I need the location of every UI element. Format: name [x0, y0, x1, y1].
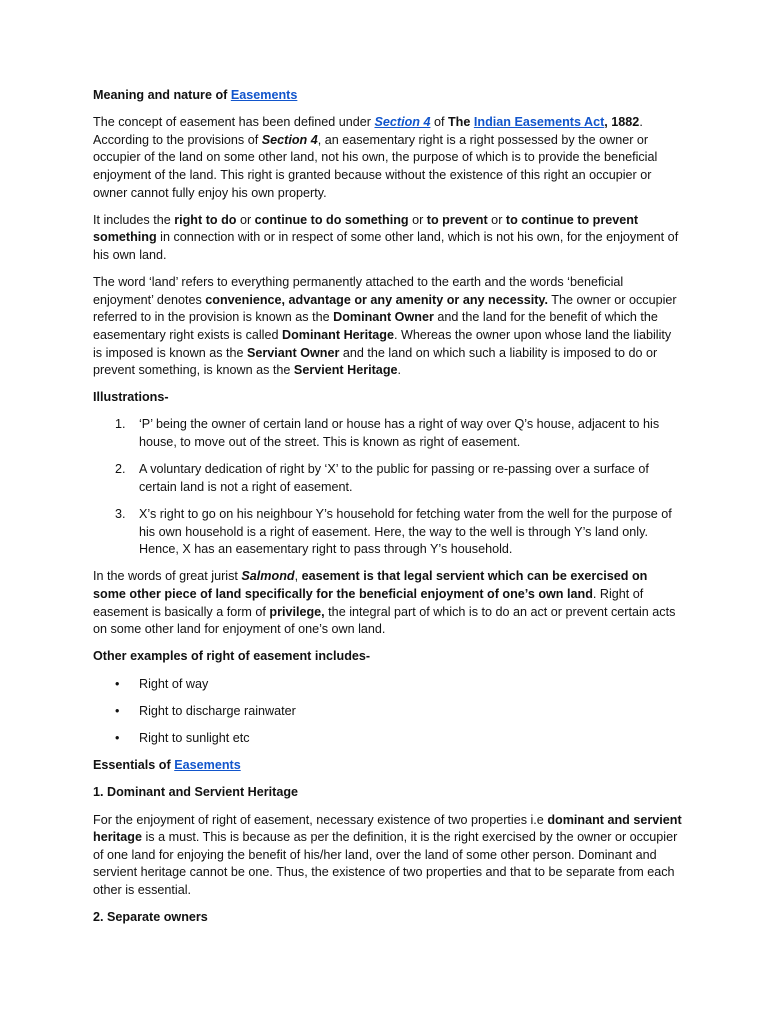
- text-bold: Servient Heritage: [293, 363, 398, 378]
- text-bold: easement is that legal servient which can be exercised on some other piece of land specifically for the beneficial enjoyment of one’s own land: [93, 569, 648, 601]
- heading-separate-owners: 2. Separate owners: [93, 910, 208, 925]
- heading-illustrations: Illustrations-: [93, 390, 169, 405]
- text-bold: Serviant Owner: [247, 345, 340, 360]
- text-bold-italic: Section 4: [261, 132, 318, 147]
- list-item-text: Right to discharge rainwater: [139, 703, 296, 718]
- paragraph-dominant-servient: [93, 812, 683, 900]
- paragraph-land: [93, 274, 683, 380]
- text-bold: Dominant Heritage: [282, 327, 394, 342]
- text-run: . Right of easement is basically a form of: [93, 587, 644, 619]
- text-bold: privilege,: [269, 604, 325, 619]
- list-number: 1.: [115, 417, 126, 432]
- text-run: or: [408, 212, 427, 227]
- list-item-text: ‘P’ being the owner of certain land or house has a right of way over Q’s house, adjacent to his house, to move out of the street. This is known as right of easement.: [139, 417, 660, 450]
- text-bold: to prevent: [426, 212, 488, 227]
- heading-dominant-servient: 1. Dominant and Servient Heritage: [93, 785, 299, 800]
- text-run: in connection with or in respect of some other land, which is not his own, for the enjoyment of his own land.: [93, 230, 679, 262]
- list-item: [93, 676, 683, 694]
- text-run: or: [236, 212, 255, 227]
- text-bold: dominant and servient heritage: [93, 812, 682, 845]
- heading-meaning-text: Meaning and nature of: [93, 88, 231, 102]
- text-run: or: [487, 212, 506, 227]
- list-item: [93, 416, 683, 451]
- text-run: and the land for the benefit of which the easementary right exists is called: [93, 310, 658, 342]
- list-number: 3.: [115, 507, 126, 522]
- text-run: It includes the: [93, 212, 175, 227]
- indian-easements-act-link[interactable]: Indian Easements Act: [473, 115, 605, 130]
- text-run: .: [397, 363, 402, 378]
- heading-essentials: [93, 757, 683, 775]
- easements-link[interactable]: Easements: [230, 88, 298, 102]
- text-run: . Whereas the owner upon whose land the liability is imposed is known as the: [93, 327, 672, 360]
- list-item-text: X’s right to go on his neighbour Y’s household for fetching water from the well for the purpose of his own household is a right of easement. Here, the way to the well is through Y’s land only. Hence, X has an easementary right to pass through Y’s household.: [139, 507, 672, 557]
- bullet-icon: •: [115, 703, 120, 718]
- list-item: [93, 461, 683, 496]
- heading-other-examples: Other examples of right of easement includes-: [93, 649, 371, 664]
- list-item-text: Right of way: [139, 676, 209, 691]
- list-item: [93, 703, 683, 721]
- text-bold: to continue to prevent something: [93, 212, 639, 245]
- text-run: the integral part of which is to do an act or prevent certain acts on some other land for enjoyment of one’s own land.: [93, 604, 676, 637]
- text-run: . According to the provisions of: [93, 115, 643, 147]
- easements-link[interactable]: Easements: [174, 758, 241, 773]
- bullet-icon: •: [115, 730, 120, 745]
- list-item-text: Right to sunlight etc: [139, 730, 250, 745]
- text-bold: convenience, advantage or any amenity or any necessity.: [205, 292, 548, 307]
- text-bold: The: [447, 115, 471, 130]
- heading-meaning: [93, 87, 683, 105]
- text-run: The owner or occupier referred to in the provision is known as the: [93, 292, 677, 325]
- text-run: of: [430, 115, 448, 130]
- text-run: For the enjoyment of right of easement, necessary existence of two properties i.e: [93, 812, 548, 827]
- text-run: is a must. This is because as per the definition, it is the right exercised by the owner or occupier of one land for enjoying the benefit of his/her land, over the land of some other person. Dominant and servient heritage cannot be one. Thus, the existence of two properties and that to be separate from each other is essential.: [93, 830, 678, 897]
- heading-essentials-text: Essentials of: [93, 758, 175, 773]
- list-number: 2.: [115, 462, 126, 477]
- text-bold: Dominant Owner: [333, 310, 434, 325]
- text-bold: right to do: [174, 212, 237, 227]
- text-run: In the words of great jurist: [93, 569, 242, 584]
- text-run: The word ‘land’ refers to everything permanently attached to the earth and the words ‘beneficial enjoyment’ denotes: [93, 275, 624, 307]
- section-4-link[interactable]: Section 4: [374, 115, 431, 130]
- text-bold: continue to do something: [254, 212, 409, 227]
- paragraph-includes: [93, 212, 683, 265]
- illustrations-list: [93, 416, 683, 558]
- bullet-icon: •: [115, 676, 120, 691]
- paragraph-salmond: [93, 568, 683, 638]
- text-bold-italic: Salmond: [241, 569, 295, 584]
- text-run: ,: [294, 569, 302, 584]
- text-run: The concept of easement has been defined under: [93, 115, 375, 130]
- text-run: and the land on which such a liability is imposed to do or prevent something, is known as the: [93, 345, 658, 378]
- list-item: [93, 506, 683, 559]
- text-bold: , 1882: [604, 115, 640, 130]
- list-item-text: A voluntary dedication of right by ‘X’ to the public for passing or re-passing over a surface of certain land is not a right of easement.: [139, 462, 649, 494]
- document-body: [93, 87, 683, 936]
- text-run: , an easementary right is a right possessed by the owner or occupier of the land on some other land, not his own, the purpose of which is to provide the beneficial enjoyment of the land. This right is granted because without the existence of this right an occupier or owner cannot fully enjoy his own property.: [93, 132, 658, 200]
- examples-list: [93, 676, 683, 748]
- list-item: [93, 730, 683, 748]
- paragraph-definition: [93, 114, 683, 202]
